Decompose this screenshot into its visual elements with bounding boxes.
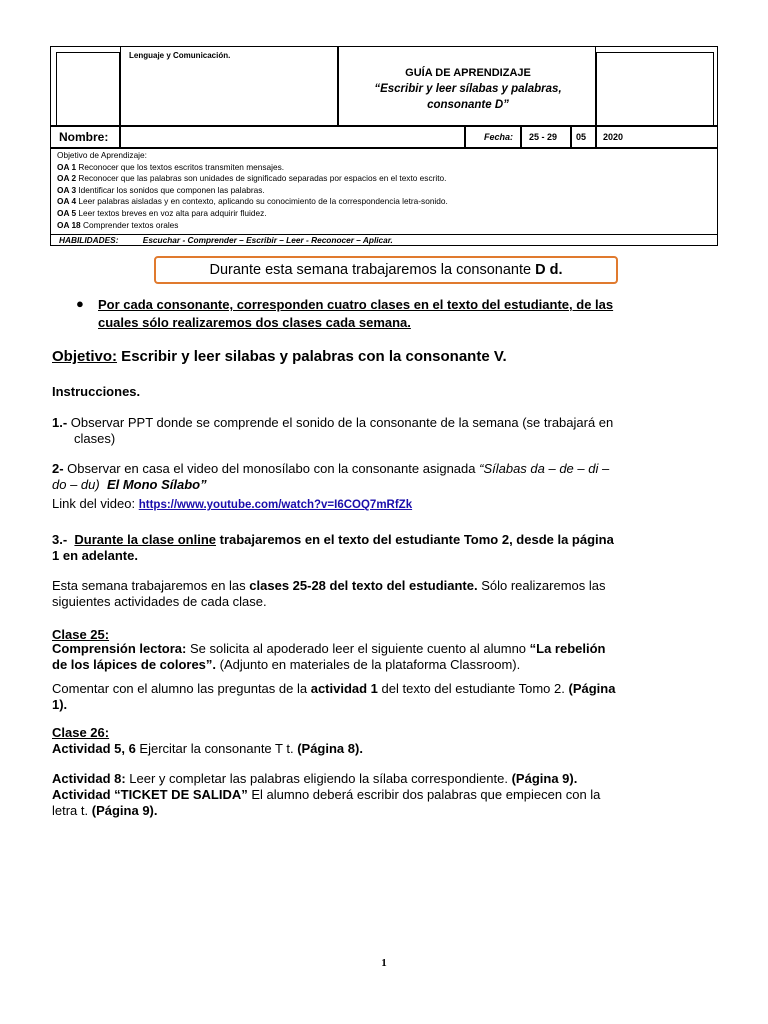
logo-cell — [56, 52, 120, 126]
step-2-cont — [52, 477, 714, 493]
ticket-text: El alumno deberá escribir dos palabras que empiecen con la — [247, 787, 601, 802]
video-link-label: Link del video: — [52, 496, 139, 511]
objective-label: Objetivo: — [52, 348, 118, 365]
ticket-page: (Página 9). — [91, 803, 158, 818]
activity-5-6-label: Actividad 5, 6 — [52, 741, 136, 756]
clase-25-attach: (Adjunto en materiales de la plataforma Classroom). — [216, 657, 521, 672]
date-label-cell — [465, 126, 521, 148]
subject-cell — [120, 46, 338, 126]
guide-title: GUÍA DE APRENDIZAJE — [405, 67, 531, 79]
step-1-cont: clases) — [74, 431, 116, 446]
objective-text: Escribir y leer silabas y palabras con la consonante V. — [117, 348, 507, 365]
date-days-cell — [521, 126, 571, 148]
objective-text: Leer textos breves en voz alta para adquirir fluidez. — [76, 207, 267, 218]
comment-text-2: del texto del estudiante Tomo 2. — [377, 681, 569, 696]
ticket-label: Actividad “TICKET DE SALIDA” — [52, 787, 248, 802]
objective-text: Reconocer que las palabras son unidades de significado separadas por espacios en el texto escrito. — [76, 173, 447, 184]
ticket-cont-text: letra t. — [52, 803, 92, 818]
step-3-cont: 1 en adelante. — [52, 548, 138, 563]
date-label: Fecha: — [484, 132, 514, 142]
objective-item — [57, 220, 711, 232]
objective-text: Identificar los sonidos que componen las palabras. — [76, 184, 265, 195]
step-3-num: 3.- — [52, 532, 68, 547]
objective-code: OA 2 — [57, 173, 77, 184]
week-text-2: Sólo realizaremos las — [477, 578, 606, 593]
guide-subtitle-1: “Escribir y leer sílabas y palabras, — [374, 83, 562, 95]
clase-25-story-cont: de los lápices de colores”. — [52, 657, 217, 672]
date-year-cell — [596, 126, 718, 148]
activity-8-text: Leer y completar las palabras eligiendo la sílaba correspondiente. — [125, 771, 512, 786]
week-classes: clases 25-28 del texto del estudiante. — [249, 578, 478, 593]
activity-8-page: (Página 9). — [511, 771, 578, 786]
name-label: Nombre: — [59, 130, 109, 144]
clase-25-line-1 — [52, 641, 714, 657]
comment-text: Comentar con el alumno las preguntas de la — [52, 681, 311, 696]
clase-26-title: Clase 26: — [52, 725, 110, 740]
name-label-cell — [50, 126, 120, 148]
ticket-cont — [52, 803, 714, 819]
objective-item — [57, 185, 711, 197]
instructions-title: Instrucciones. — [52, 384, 141, 399]
bullet-line-2: cuales sólo realizaremos dos clases cada semana. — [98, 315, 411, 330]
objective-item — [57, 208, 711, 220]
date-month-cell — [571, 126, 596, 148]
clase-25-text: Se solicita al apoderado leer el siguiente cuento al alumno — [186, 641, 530, 656]
header-table — [50, 46, 718, 146]
clase-25-line-2 — [52, 657, 714, 673]
subject-label: Lenguaje y Comunicación. — [129, 51, 231, 60]
objective-text: Comprender textos orales — [80, 219, 179, 230]
week-line-2: siguientes actividades de cada clase. — [52, 594, 267, 609]
step-1 — [52, 415, 714, 431]
date-year: 2020 — [603, 132, 624, 142]
objective-code: OA 1 — [57, 161, 77, 172]
callout-letter: D d. — [535, 262, 563, 278]
step-3-online: Durante la clase online — [74, 532, 217, 547]
step-2-text: Observar en casa el video del monosílabo con la consonante asignada — [63, 461, 480, 476]
objectives-title: Objetivo de Aprendizaje: — [57, 150, 147, 160]
objectives-box — [50, 148, 718, 246]
clase-25-story: “La rebelión — [529, 641, 606, 656]
week-text-1: Esta semana trabajaremos en las — [52, 578, 250, 593]
clase-25-label: Comprensión lectora: — [52, 641, 187, 656]
guide-title-cell — [338, 46, 596, 126]
bullet-line-1: Por cada consonante, corresponden cuatro clases en el texto del estudiante, de las — [98, 297, 614, 312]
step-3 — [52, 532, 714, 548]
comment-activity: actividad 1 — [310, 681, 378, 696]
page-number: 1 — [381, 957, 387, 969]
objective-text: Reconocer que los textos escritos transmiten mensajes. — [76, 161, 285, 172]
step-2-quote: “Sílabas da – de – di – — [479, 461, 610, 476]
activity-8-label: Actividad 8: — [52, 771, 126, 786]
week-line-1 — [52, 578, 714, 594]
objective-code: OA 4 — [57, 196, 77, 207]
step-1-text: Observar PPT donde se comprende el sonido de la consonante de la semana (se trabajará en — [67, 415, 614, 430]
objective-text: Leer palabras aisladas y en contexto, aplicando su conocimiento de la correspondencia letra-sonido. — [76, 196, 448, 207]
objective-code: OA 3 — [57, 184, 77, 195]
callout-text: Durante esta semana trabajaremos la consonante — [209, 262, 536, 278]
activity-8 — [52, 771, 714, 787]
skills-label: HABILIDADES: — [59, 235, 119, 245]
step-3-text: trabajaremos en el texto del estudiante Tomo 2, desde la página — [216, 532, 614, 547]
activity-5-6-text: Ejercitar la consonante T t. — [135, 741, 298, 756]
bullet-icon: ● — [76, 296, 84, 311]
video-link-row — [52, 496, 714, 513]
comment-page: (Página — [568, 681, 616, 696]
right-cell — [596, 52, 714, 126]
objective-code: OA 18 — [57, 219, 81, 230]
step-2 — [52, 461, 714, 477]
activity-5-6-page: (Página 8). — [297, 741, 363, 756]
date-month: 05 — [576, 132, 587, 142]
consonant-callout — [154, 256, 618, 284]
step-2-video-name: El Mono Sílabo” — [106, 477, 207, 492]
step-1-num: 1.- — [52, 415, 68, 430]
objective-heading — [52, 348, 714, 366]
name-field[interactable] — [120, 126, 465, 148]
skills-row — [51, 234, 717, 247]
skills-text: Escuchar - Comprender – Escribir – Leer - Reconocer – Aplicar. — [142, 235, 393, 245]
objective-code: OA 5 — [57, 207, 77, 218]
ticket-activity — [52, 787, 714, 803]
guide-subtitle-2: consonante D” — [427, 99, 509, 111]
activity-5-6 — [52, 741, 714, 757]
date-days: 25 - 29 — [529, 132, 558, 142]
step-2-num: 2- — [52, 461, 64, 476]
step-2-quote-cont: do – du) — [52, 477, 100, 492]
objective-item — [57, 173, 711, 185]
video-link[interactable]: https://www.youtube.com/watch?v=I6COQ7mRfZk — [138, 499, 413, 511]
clase-25-comment — [52, 681, 714, 697]
objective-item — [57, 162, 711, 174]
objective-item — [57, 196, 711, 208]
comment-page-cont: 1). — [52, 697, 68, 712]
clase-25-title: Clase 25: — [52, 627, 110, 642]
